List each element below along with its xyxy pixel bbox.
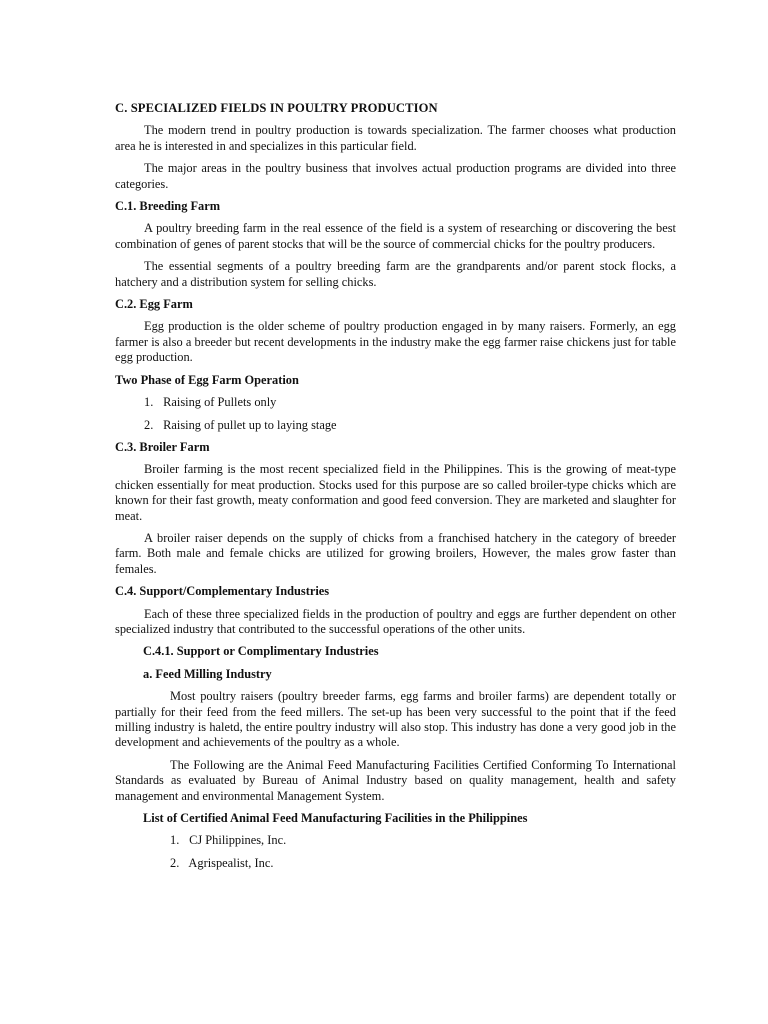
list-text: Agrispealist, Inc. [188,855,274,870]
feed-paragraph-2: The Following are the Animal Feed Manufacturing Facilities Certified Conforming To International Standards as evaluated by Bureau of Animal Industry based on quality management, health and safety management and environmental Management System. [115,757,676,803]
intro-paragraph-2: The major areas in the poultry business that involves actual production programs are divided into three categories. [115,161,676,191]
list-number: 2. [144,417,154,432]
document-page [115,101,676,878]
support-industries-heading: C.4. Support/Complementary Industries [115,584,330,599]
feed-paragraph-1: Most poultry raisers (poultry breeder farms, egg farms and broiler farms) are dependent totally or partially for their feed from the feed millers. The set-up has been very successful to the point that if the feed milling industry is haletd, the entire poultry industry will also stop. This industry has done a very good job in the development and achievements of the poultry as a whole. [115,689,676,750]
facility-item-1 [115,833,676,848]
breeding-farm-heading: C.1. Breeding Farm [115,199,221,214]
egg-paragraph-1: Egg production is the older scheme of poultry production engaged in by many raisers. Formerly, an egg farmer is also a breeder but recent developments in the industry make the egg farmer raise chickens just for table egg production. [115,319,676,365]
list-number: 1. [144,395,154,410]
egg-phase-item-1 [115,395,676,410]
list-number: 1. [170,833,180,848]
egg-phase-item-2 [115,418,676,433]
support-paragraph-1: Each of these three specialized fields in the production of poultry and eggs are further dependent on other specialized industry that contributed to the successful operations of the other units. [115,606,676,636]
facility-item-2 [115,856,676,871]
breeding-paragraph-2: The essential segments of a poultry breeding farm are the grandparents and/or parent stock flocks, a hatchery and a distribution system for selling chicks. [115,259,676,289]
list-text: Raising of Pullets only [163,395,277,410]
list-text: CJ Philippines, Inc. [189,833,287,848]
broiler-paragraph-1: Broiler farming is the most recent specialized field in the Philippines. This is the growing of meat-type chicken essentially for meat production. Stocks used for this purpose are so called broiler-type chicks which are known for their fast growth, meaty conformation and good feed conversion. They are marketed and slaughter for meat. [115,462,676,523]
intro-paragraph-1: The modern trend in poultry production is towards specialization. The farmer chooses what production area he is interested in and specializes in this particular field. [115,123,676,153]
section-title: C. SPECIALIZED FIELDS IN POULTRY PRODUCTION [115,101,438,115]
broiler-paragraph-2: A broiler raiser depends on the supply of chicks from a franchised hatchery in the category of breeder farm. Both male and female chicks are utilized for growing broilers, However, the males grow faster than females. [115,530,676,576]
facilities-list-heading: List of Certified Animal Feed Manufacturing Facilities in the Philippines [143,811,528,826]
support-subsection-heading: C.4.1. Support or Complimentary Industries [143,644,379,659]
list-text: Raising of pullet up to laying stage [163,417,337,432]
breeding-paragraph-1: A poultry breeding farm in the real essence of the field is a system of researching or discovering the best combination of genes of parent stocks that will be the source of commercial chicks for the poultry producers. [115,221,676,251]
feed-milling-heading: a. Feed Milling Industry [143,666,272,681]
egg-phase-heading: Two Phase of Egg Farm Operation [115,372,299,387]
list-number: 2. [170,855,180,870]
egg-farm-heading: C.2. Egg Farm [115,297,193,312]
broiler-farm-heading: C.3. Broiler Farm [115,439,210,454]
